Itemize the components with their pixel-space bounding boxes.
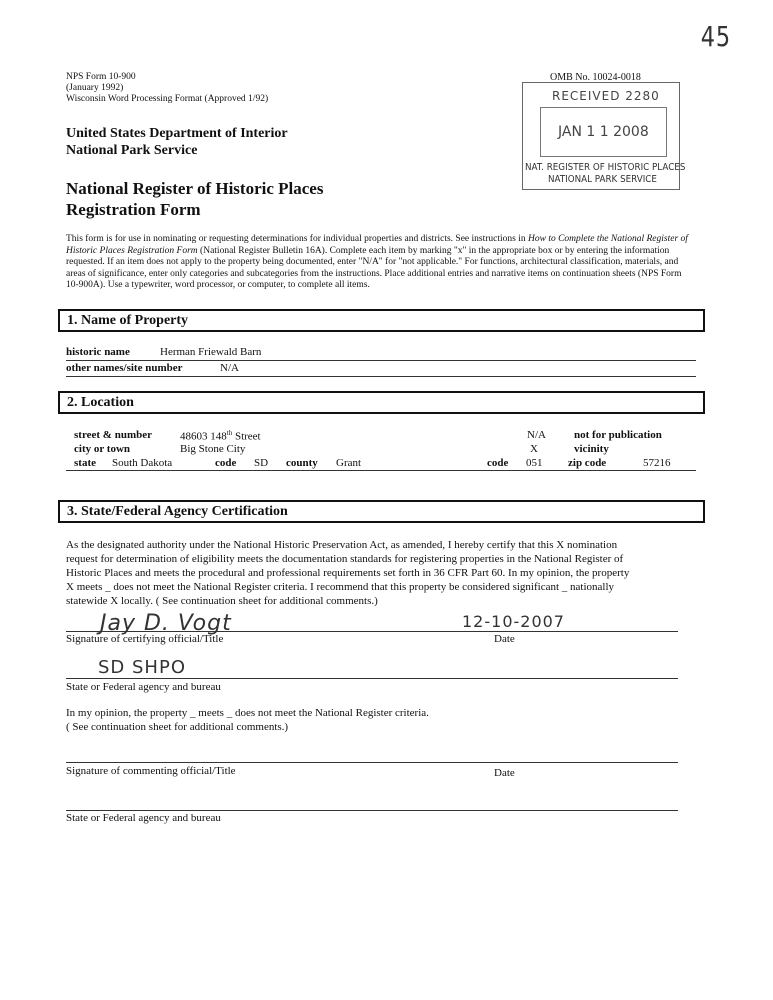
section-1-heading: 1. Name of Property — [58, 309, 705, 332]
form-header — [66, 72, 268, 105]
state-code-field[interactable]: SD — [254, 457, 269, 469]
certifying-signature[interactable]: Jay D. Vogt — [100, 611, 232, 636]
intro-paragraph: This form is for use in nominating or requesting determinations for individual properties and districts. See instructions in How to Complete the National Register of Historic Places Registration Form (National Register Bulletin 16A). Complete each item by marking "x" in the appropriate box or by entering the information requested. If an item does not apply to the property being documented, enter "N/A" for "not applicable." For functions, architectural classification, materials, and areas of significance, enter only categories and subcategories from the instructions. Place additional entries and narrative items on continuation sheets (NPS Form 10-900A). Use a typewriter, word processor, or computer, to complete all items. — [66, 234, 688, 290]
state-field[interactable]: South Dakota — [112, 457, 173, 469]
historic-name-field[interactable]: Herman Friewald Barn — [160, 346, 262, 358]
not-for-publication-label: not for publication — [574, 429, 662, 441]
stamp-agency-line-1: NAT. REGISTER OF HISTORIC PLACES — [525, 162, 686, 173]
zip-label: zip code — [568, 457, 607, 469]
section-2-heading: 2. Location — [58, 391, 705, 414]
agency2-label: State or Federal agency and bureau — [66, 812, 221, 824]
city-field[interactable]: Big Stone City — [180, 443, 246, 455]
section-3-heading: 3. State/Federal Agency Certification — [58, 500, 705, 523]
street-label: street & number — [74, 429, 152, 441]
department-heading — [66, 125, 288, 159]
city-label: city or town — [74, 443, 131, 455]
stamp-received-text: RECEIVED 2280 — [552, 89, 660, 103]
other-names-field[interactable]: N/A — [220, 362, 239, 374]
certification-text: As the designated authority under the National Historic Preservation Act, as amended, I hereby certify that this X nomination request for determination of eligibility meets the documentation standards for registering properties in the National Register of Historic Places and meets the procedural and professional requirements set forth in 36 CFR Part 60. In my opinion, the property X meets _ does not meet the National Register criteria. I recommend that this property be considered significant _ nationally statewide X locally. ( See continuation sheet for additional comments.) — [66, 539, 630, 607]
form-number: NPS Form 10-900 — [66, 72, 136, 82]
omb-number: OMB No. 10024-0018 — [550, 72, 641, 83]
county-field[interactable]: Grant — [336, 457, 362, 469]
state-label: state — [74, 457, 96, 469]
agency-name: National Park Service — [66, 143, 198, 158]
form-date: (January 1992) — [66, 83, 124, 93]
commenting-date-label: Date — [494, 767, 515, 779]
zip-field[interactable]: 57216 — [643, 457, 671, 469]
certifying-date[interactable]: 12-10-2007 — [462, 612, 565, 631]
instructions-title: How to Complete the National Register of Historic Places Registration Form — [66, 234, 688, 256]
page-number: 45 — [700, 20, 731, 53]
other-names-label: other names/site number — [66, 362, 183, 374]
vicinity-label: vicinity — [574, 443, 609, 455]
agency-handwritten[interactable]: SD SHPO — [98, 657, 186, 678]
title-line-1: National Register of Historic Places — [66, 179, 324, 198]
date-label: Date — [494, 633, 515, 645]
form-format: Wisconsin Word Processing Format (Approved 1/92) — [66, 94, 269, 104]
county-code-label: code — [487, 457, 509, 469]
state-code-label: code — [215, 457, 237, 469]
not-for-publication-value[interactable]: N/A — [527, 429, 546, 441]
department-name: United States Department of Interior — [66, 126, 288, 141]
signature-label: Signature of certifying official/Title — [66, 633, 224, 645]
agency-label: State or Federal agency and bureau — [66, 681, 221, 693]
county-code-field[interactable]: 051 — [526, 457, 543, 469]
title-line-2: Registration Form — [66, 200, 201, 219]
commenting-signature-label: Signature of commenting official/Title — [66, 765, 236, 777]
stamp-agency-line-2: NATIONAL PARK SERVICE — [548, 174, 657, 185]
page-title — [66, 178, 323, 220]
historic-name-label: historic name — [66, 346, 130, 358]
stamp-date: JAN 1 1 2008 — [558, 124, 649, 140]
county-label: county — [286, 457, 318, 469]
street-field[interactable]: 48603 148th Street — [180, 429, 261, 443]
vicinity-value[interactable]: X — [530, 443, 538, 455]
opinion-text: In my opinion, the property _ meets _ does not meet the National Register criteria. ( See continuation sheet for additional comments.) — [66, 707, 429, 733]
